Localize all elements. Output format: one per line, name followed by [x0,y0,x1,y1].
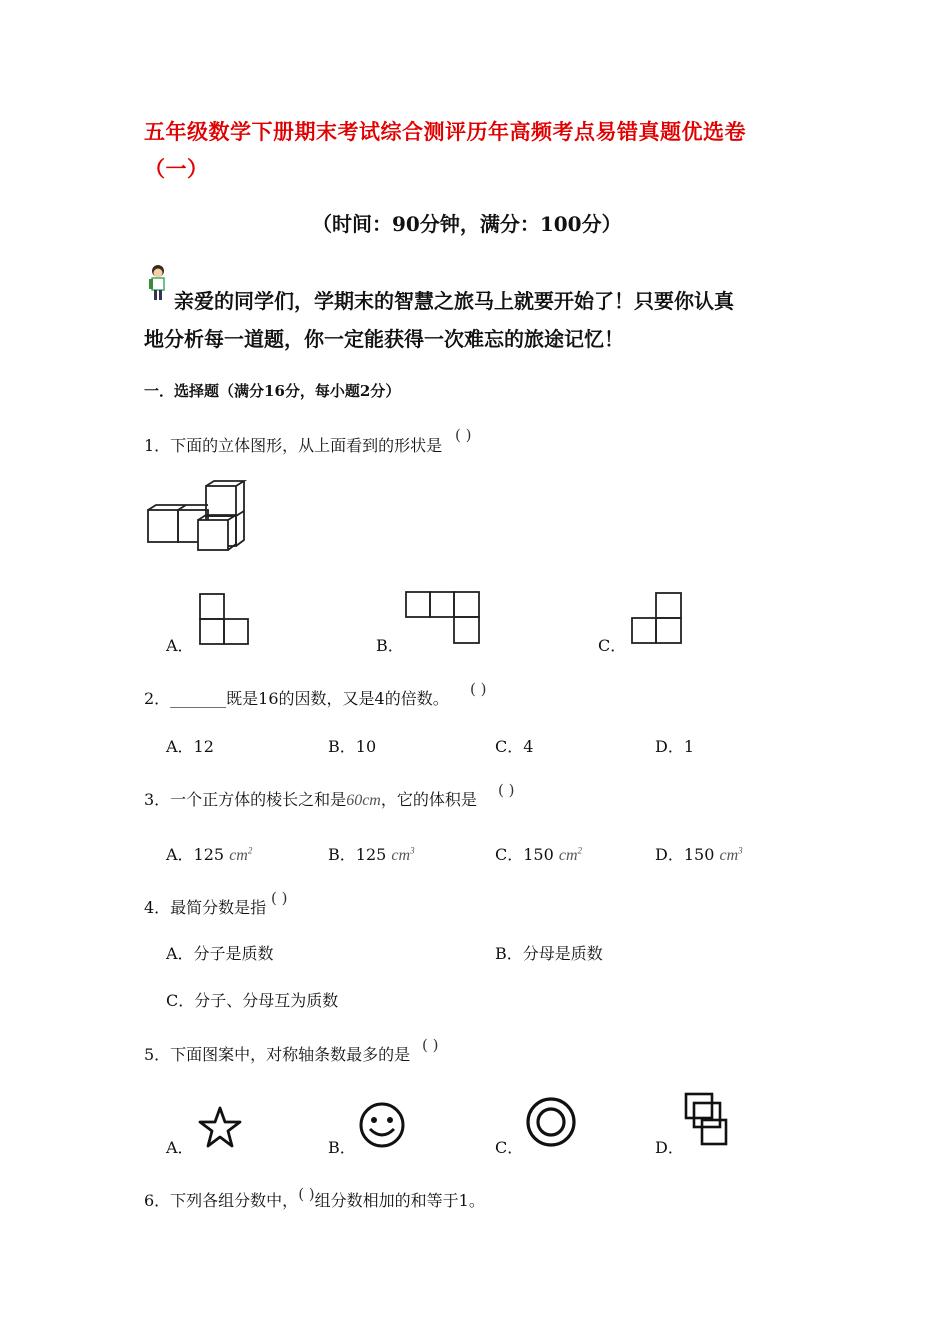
option-b-value: B．125 [328,845,387,864]
unit-exponent: 2 [577,845,583,856]
top-view-shape-c [631,592,685,650]
student-icon [146,263,170,307]
top-view-shape-b [405,591,483,651]
option-a-label: A． [166,636,194,655]
question-4-text: 4．最简分数是指 [144,898,267,917]
option-d: D．1 [655,737,695,756]
overlapping-squares-icon [684,1091,732,1153]
option-c: C．分子、分母互为质数 [166,991,339,1010]
option-a: A．12 [166,737,214,756]
option-a [166,842,252,865]
option-a: A．分子是质数 [166,944,274,963]
section-heading: 一．选择题（满分16分，每小题2分） [144,382,401,400]
option-c-label: C． [598,636,627,655]
intro-text-line1: 亲爱的同学们，学期末的智慧之旅马上就要开始了！只要你认真 [174,289,734,313]
answer-blank: ( ) [422,1036,439,1054]
unit: cm [558,847,578,864]
smiley-icon [358,1101,406,1153]
option-c-label: C． [495,1138,524,1157]
question-6-text [144,1185,485,1211]
time-info: （时间：90分钟，满分：100分） [312,212,622,236]
unit-exponent: 2 [247,845,253,856]
answer-blank: ( ) [470,680,487,698]
page-title: 五年级数学下册期末考试综合测评历年高频考点易错真题优选卷 [144,119,746,144]
option-b-label: B． [376,636,404,655]
unit-exponent: 3 [738,845,743,856]
unit-exponent: 3 [410,845,415,856]
question-5-text: 5．下面图案中，对称轴条数最多的是 [144,1045,411,1064]
answer-blank: ( ) [271,889,288,907]
option-a-value: A．125 [166,845,225,864]
option-c [495,842,582,865]
cube-stack-figure [146,480,250,560]
answer-blank: ( ) [498,781,515,799]
intro-text-line2: 地分析每一道题，你一定能获得一次难忘的旅途记忆！ [144,327,624,351]
top-view-shape-a [199,593,251,651]
math-expression: 60cm [346,792,381,809]
option-d-value: D．150 [655,845,715,864]
unit: cm [229,847,248,864]
question-6-text-start: 6．下列各组分数中， [144,1191,299,1210]
answer-blank: ( ) [455,426,472,444]
option-a-label: A． [166,1138,194,1157]
option-d-label: D． [655,1138,684,1157]
question-1-text: 1．下面的立体图形，从上面看到的形状是 [144,436,443,455]
question-3-text-end: ，它的体积是 [380,790,477,809]
option-b-label: B． [328,1138,356,1157]
concentric-circles-icon [525,1096,577,1152]
unit: cm [719,847,739,864]
question-3-text-start: 3．一个正方体的棱长之和是 [144,790,347,809]
option-b: B．分母是质数 [495,944,603,963]
question-2-text: 2．_______既是16的因数，又是4的倍数。 [144,689,449,708]
star-icon [198,1106,242,1152]
option-c: C．4 [495,737,534,756]
answer-blank: ( ) [298,1185,315,1203]
option-b: B．10 [328,737,377,756]
option-d [655,842,743,865]
option-b [328,842,415,865]
question-3-text [144,787,477,810]
option-c-value: C．150 [495,845,554,864]
question-6-text-end: 组分数相加的和等于1。 [314,1191,485,1210]
unit: cm [391,847,411,864]
page-title-part: （一） [144,156,209,181]
